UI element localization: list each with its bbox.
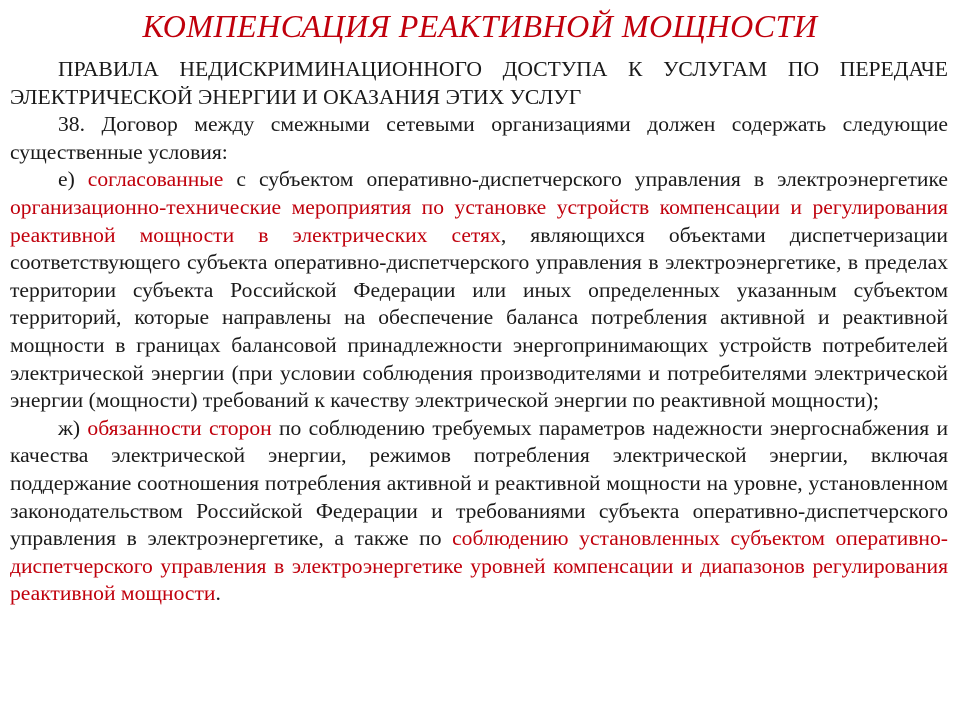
rules-heading: ПРАВИЛА НЕДИСКРИМИНАЦИОННОГО ДОСТУПА К УСЛУГАМ ПО ПЕРЕДАЧЕ ЭЛЕКТРИЧЕСКОЙ ЭНЕРГИИ И ОКАЗАНИЯ ЭТИХ УСЛУГ <box>10 57 948 109</box>
clause-item-zh <box>10 415 948 608</box>
item-e-prefix: е) <box>58 167 88 192</box>
item-zh-text-2: . <box>215 581 221 606</box>
item-e-highlight-agreed: согласованные <box>87 167 224 192</box>
item-zh-text-1: по соблюдению требуемых параметров надежности энергоснабжения и качества электрической энергии, режимов потребления электрической энергии, включая поддержание соотношения потребления активной и реактивной мощности на уровне, установленном законодательством Российской Федерации и требованиями субъекта оперативно-диспетчерского управления в электроэнергетике, а также по <box>10 415 948 551</box>
item-zh-prefix: ж) <box>58 415 88 440</box>
slide-body <box>10 56 948 608</box>
item-zh-highlight-compliance: соблюдению установленных субъектом оперативно-диспетчерского управления в электроэнергетике уровней компенсации и диапазонов регулирования реактивной мощности <box>10 526 948 606</box>
item-e-highlight-measures: организационно-технические мероприятия по установке устройств компенсации и регулирования реактивной мощности в электрических сетях <box>10 194 948 247</box>
clause-item-e <box>10 166 948 414</box>
clause-intro: 38. Договор между смежными сетевыми организациями должен содержать следующие существенные условия: <box>10 112 948 164</box>
item-e-text-2: , являющихся объектами диспетчеризации соответствующего субъекта оперативно-диспетчерского управления в электроэнергетике, в пределах территории субъекта Российской Федерации или иных определенных указанным субъектом территорий, которые направлены на обеспечение баланса потребления активной и реактивной мощности в границах балансовой принадлежности энергопринимающих устройств потребителей электрической энергии (при условии соблюдения производителями и потребителями электрической энергии (мощности) требований к качеству электрической энергии по реактивной мощности); <box>10 222 948 413</box>
slide-title: КОМПЕНСАЦИЯ РЕАКТИВНОЙ МОЩНОСТИ <box>142 8 818 44</box>
item-e-text-1: с субъектом оперативно-диспетчерского управления в электроэнергетике <box>223 167 948 192</box>
item-zh-highlight-obligations: обязанности сторон <box>87 415 272 440</box>
